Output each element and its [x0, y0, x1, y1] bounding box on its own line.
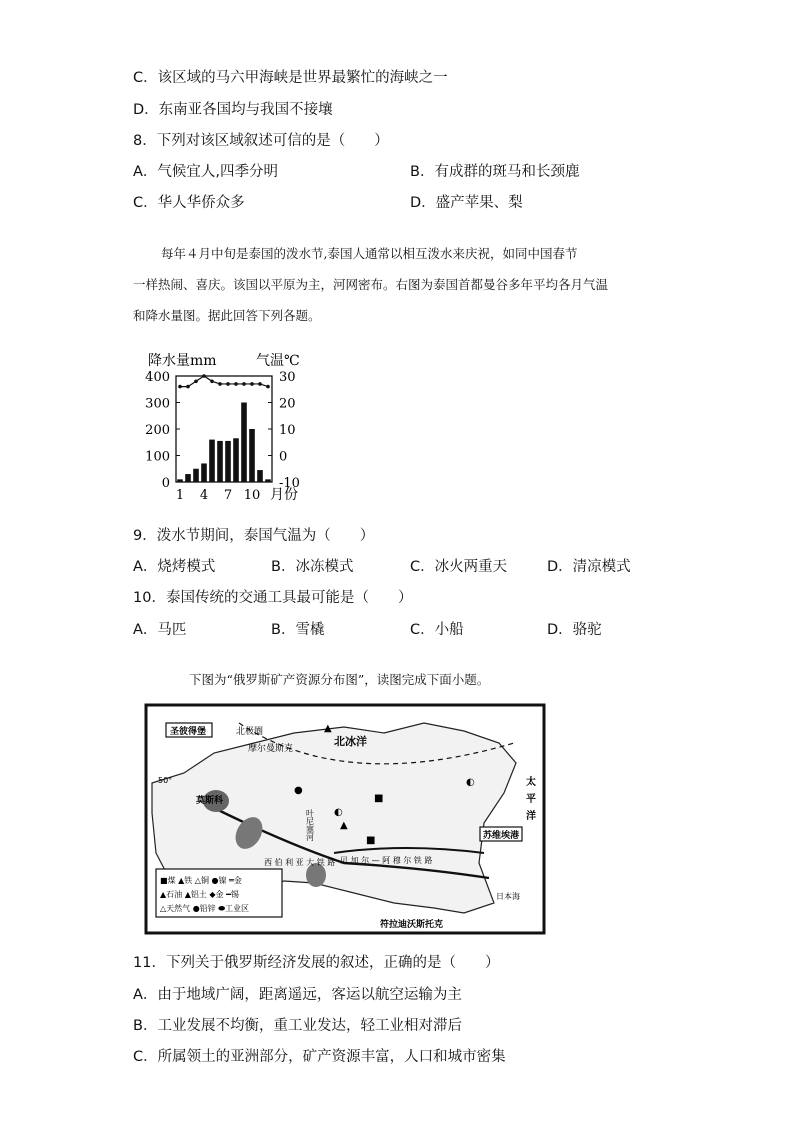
label-yenisei-river: 叶尼塞河 [305, 809, 315, 841]
temperature-point [226, 382, 230, 386]
q10-option-a: A．马匹 [133, 622, 187, 638]
oil-symbol: ▲ [324, 723, 332, 734]
x-tick-label: 10 [243, 488, 261, 503]
right-tick-label: -10 [279, 476, 300, 491]
temperature-point [250, 382, 254, 386]
precipitation-bar [201, 463, 207, 482]
label-sovetskaya-gavan: 苏维埃港 [483, 831, 520, 841]
temperature-point [242, 382, 246, 386]
temperature-point [202, 374, 206, 378]
nickel-symbol: ● [294, 785, 303, 796]
precipitation-bar [177, 479, 183, 482]
q9-option-a: A．烧烤模式 [133, 559, 216, 575]
left-tick-label: 100 [145, 449, 170, 465]
precipitation-bar [185, 474, 191, 482]
label-pacific-2: 平 [526, 794, 536, 805]
label-vladivostok: 符拉迪沃斯托克 [380, 920, 444, 930]
right-tick-label: 10 [279, 423, 296, 438]
q9-stem: 9．泼水节期间，泰国气温为（ ） [133, 528, 375, 544]
precipitation-bar [225, 441, 231, 482]
coal-symbol: ■ [366, 835, 376, 846]
passage-line-1: 每年４月中旬是泰国的泼水节,泰国人通常以相互泼水来庆祝，如同中国春节 [161, 246, 578, 261]
bangkok-climate-chart [140, 344, 320, 510]
q9-option-c: C．冰火两重天 [410, 559, 508, 575]
temperature-point [258, 382, 262, 386]
q7-option-c: C．该区域的马六甲海峡是世界最繁忙的海峡之一 [133, 70, 448, 86]
legend-row-3: △天然气 ●铅锌 ⬬工业区 [160, 904, 250, 913]
right-tick-label: 20 [279, 396, 296, 412]
temperature-point [194, 380, 198, 384]
precipitation-bar [257, 470, 263, 482]
temperature-point [234, 382, 238, 386]
q9-option-b: B．冰冻模式 [271, 559, 354, 575]
precipitation-bar [241, 403, 247, 483]
q10-option-d: D．骆驼 [547, 622, 602, 638]
temperature-point [186, 385, 190, 389]
temperature-point [178, 385, 182, 389]
left-tick-label: 400 [145, 370, 170, 385]
chart-right-axis-label: 气温℃ [256, 353, 300, 369]
legend-row-2: ▲石油 ▲铝土 ◆金 ━锡 [160, 890, 239, 899]
q11-option-b: B．工业发展不均衡，重工业发达，轻工业相对滞后 [133, 1018, 462, 1034]
q10-option-c: C．小船 [410, 622, 464, 638]
q11-option-a: A．由于地域广阔，距离遥远，客运以航空运输为主 [133, 987, 462, 1003]
chart-left-axis-label: 降水量mm [148, 353, 217, 369]
label-pacific-1: 太 [526, 777, 536, 788]
label-arctic-ocean: 北冰洋 [334, 735, 367, 748]
label-st-petersburg: 圣彼得堡 [170, 727, 207, 737]
q10-stem: 10．泰国传统的交通工具最可能是（ ） [133, 590, 413, 606]
q11-option-c: C．所属领土的亚洲部分，矿产资源丰富，人口和城市密集 [133, 1049, 506, 1065]
label-murmansk: 摩尔曼斯克 [248, 744, 294, 754]
q8-option-d: D．盛产苹果、梨 [410, 195, 523, 211]
left-tick-label: 0 [161, 476, 170, 491]
chart-plot-frame [176, 376, 272, 482]
precipitation-bar [249, 429, 255, 482]
label-trans-siberian-railway: 西 伯 利 亚 大 铁 路 [264, 858, 336, 867]
label-japan-sea: 日本海 [496, 892, 520, 901]
nickel-symbol: ◐ [466, 777, 475, 788]
q9-option-d: D．清凉模式 [547, 559, 631, 575]
q8-stem: 8．下列对该区域叙述可信的是（ ） [133, 133, 389, 149]
precipitation-bar [217, 441, 223, 482]
precipitation-bar [209, 440, 215, 482]
label-latitude-50: 50° [158, 776, 173, 785]
nickel-symbol: ◐ [334, 807, 343, 818]
iron-symbol: ▲ [340, 820, 348, 831]
label-baikal-amur-railway: 贝 加 尔 — 阿 穆 尔 铁 路 [340, 856, 433, 865]
right-tick-label: 30 [279, 370, 296, 385]
map-caption: 下图为“俄罗斯矿产资源分布图”，读图完成下面小题。 [189, 672, 490, 687]
legend-row-1: ■煤 ▲铁 △铜 ●镍 ═金 [160, 876, 242, 885]
temperature-point [210, 380, 214, 384]
passage-line-2: 一样热闹、喜庆。该国以平原为主，河网密布。右图为泰国首都曼谷多年平均各月气温 [133, 277, 609, 292]
left-tick-label: 300 [145, 396, 170, 412]
right-tick-label: 0 [279, 449, 288, 465]
passage-line-3: 和降水量图。据此回答下列各题。 [133, 308, 321, 323]
precipitation-bar [265, 479, 271, 482]
x-tick-label: 1 [175, 488, 185, 503]
q10-option-b: B．雪橇 [271, 622, 325, 638]
temperature-point [218, 382, 222, 386]
temperature-point [266, 385, 270, 389]
temperature-line [180, 376, 268, 387]
q8-option-a: A．气候宜人,四季分明 [133, 164, 279, 180]
label-pacific-3: 洋 [526, 811, 536, 822]
q8-option-c: C．华人华侨众多 [133, 195, 245, 211]
label-arctic-circle: 北极圈 [236, 727, 264, 737]
q7-option-d: D．东南亚各国均与我国不接壤 [133, 102, 333, 118]
q11-stem: 11．下列关于俄罗斯经济发展的叙述，正确的是（ ） [133, 955, 500, 971]
q8-option-b: B．有成群的斑马和长颈鹿 [410, 164, 580, 180]
label-moscow: 莫斯科 [196, 796, 224, 806]
russia-mineral-map [144, 703, 546, 935]
x-tick-label: 4 [199, 488, 209, 503]
coal-symbol: ■ [374, 793, 384, 804]
precipitation-bar [193, 469, 199, 482]
reading-passage [133, 238, 673, 331]
x-tick-label: 7 [223, 488, 233, 503]
left-tick-label: 200 [145, 423, 170, 438]
precipitation-bar [233, 438, 239, 482]
chart-x-axis-label: 月份 [270, 487, 298, 503]
